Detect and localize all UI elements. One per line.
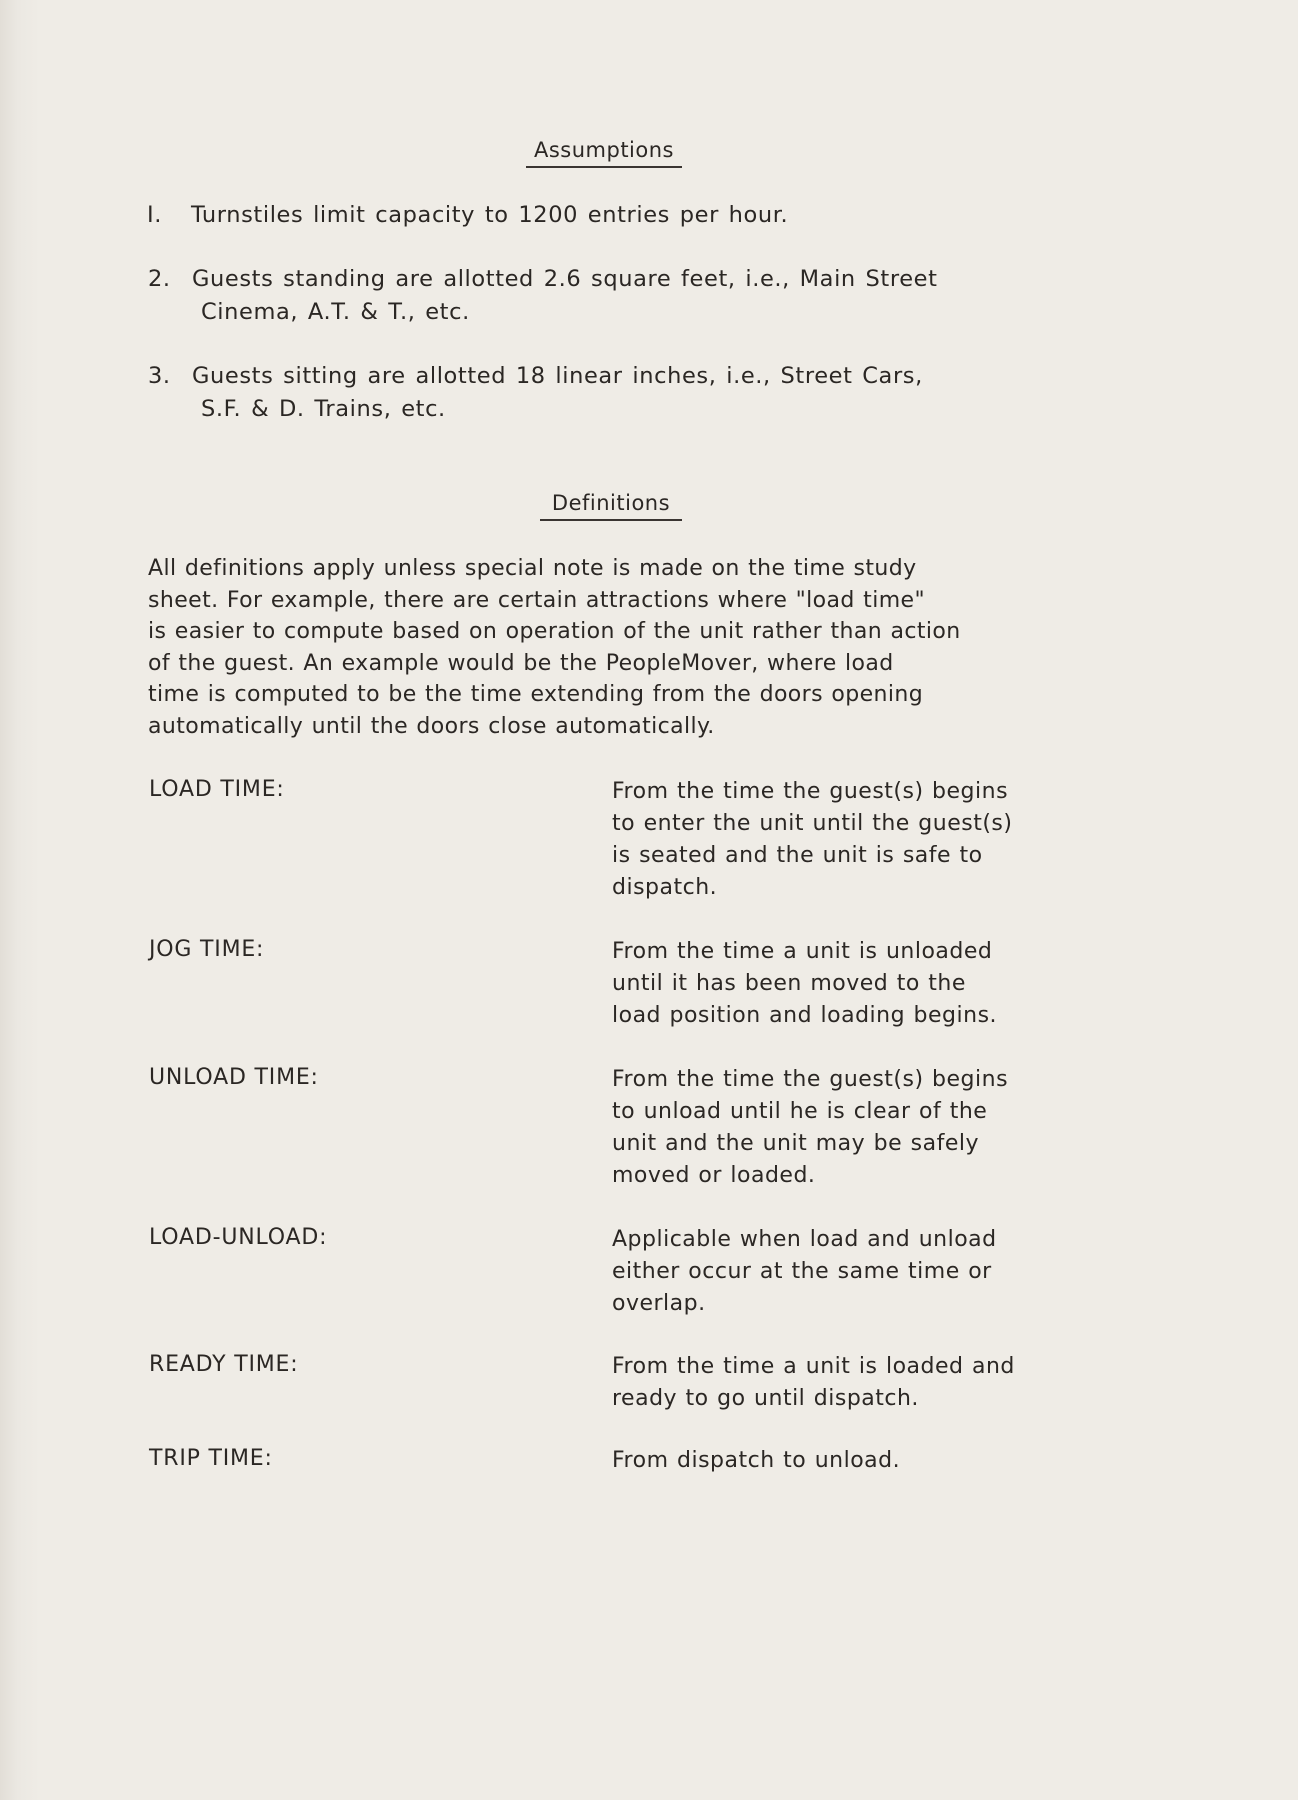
definition-line: until it has been moved to the [612, 971, 966, 996]
definition-term-ready-time: READY TIME: [149, 1352, 299, 1377]
definition-line: unit and the unit may be safely [612, 1131, 979, 1156]
definition-text-jog-time [612, 936, 1032, 1032]
assumption-number: 3. [148, 363, 171, 389]
definitions-heading: Definitions [540, 491, 682, 521]
definition-line: overlap. [612, 1291, 706, 1316]
assumption-text: Guests sitting are allotted 18 linear inches, i.e., Street Cars, [192, 363, 923, 389]
definition-line: load position and loading begins. [612, 1003, 998, 1028]
intro-line: automatically until the doors close automatically. [148, 713, 715, 739]
definition-text-load-time [612, 776, 1032, 904]
definition-text-unload-time [612, 1064, 1032, 1192]
assumption-text-continued: Cinema, A.T. & T., etc. [201, 299, 470, 325]
intro-line: time is computed to be the time extending from the doors opening [148, 682, 924, 707]
definition-text-load-unload [612, 1224, 1032, 1320]
assumptions-heading: Assumptions [526, 138, 682, 168]
intro-line: All definitions apply unless special note is made on the time study [148, 556, 917, 581]
definition-line: to unload until he is clear of the [612, 1099, 988, 1124]
definition-line: From the time a unit is unloaded [612, 939, 993, 964]
definition-line: ready to go until dispatch. [612, 1386, 919, 1411]
intro-line: of the guest. An example would be the PeopleMover, where load [148, 650, 894, 676]
definition-term-jog-time: JOG TIME: [149, 937, 265, 962]
definition-line: From dispatch to unload. [612, 1448, 901, 1473]
definition-text-ready-time [612, 1351, 1032, 1415]
assumption-item-1 [147, 199, 788, 232]
assumption-text-continued: S.F. & D. Trains, etc. [201, 396, 446, 422]
assumption-text: Turnstiles limit capacity to 1200 entries per hour. [191, 202, 789, 228]
assumption-item-2 [148, 263, 938, 329]
assumption-text: Guests standing are allotted 2.6 square feet, i.e., Main Street [192, 266, 938, 292]
definition-term-trip-time: TRIP TIME: [149, 1446, 273, 1471]
definition-line: dispatch. [612, 875, 718, 900]
definitions-intro-paragraph [148, 553, 1048, 742]
intro-line: sheet. For example, there are certain attractions where "load time" [148, 587, 925, 613]
definition-line: is seated and the unit is safe to [612, 843, 983, 868]
definition-line: From the time the guest(s) begins [612, 1067, 1009, 1092]
definition-line: From the time the guest(s) begins [612, 779, 1009, 804]
assumption-number: I. [147, 202, 162, 228]
definition-line: to enter the unit until the guest(s) [612, 811, 1013, 836]
definition-term-load-unload: LOAD-UNLOAD: [149, 1225, 328, 1250]
definition-text-trip-time [612, 1445, 1032, 1477]
definition-line: Applicable when load and unload [612, 1227, 997, 1252]
definition-line: either occur at the same time or [612, 1259, 992, 1284]
definition-line: moved or loaded. [612, 1163, 816, 1188]
assumption-number: 2. [148, 266, 171, 292]
assumption-item-3 [148, 360, 923, 426]
definition-line: From the time a unit is loaded and [612, 1354, 1015, 1379]
definition-term-load-time: LOAD TIME: [149, 777, 285, 802]
definition-term-unload-time: UNLOAD TIME: [149, 1065, 319, 1090]
intro-line: is easier to compute based on operation of the unit rather than action [148, 619, 961, 644]
